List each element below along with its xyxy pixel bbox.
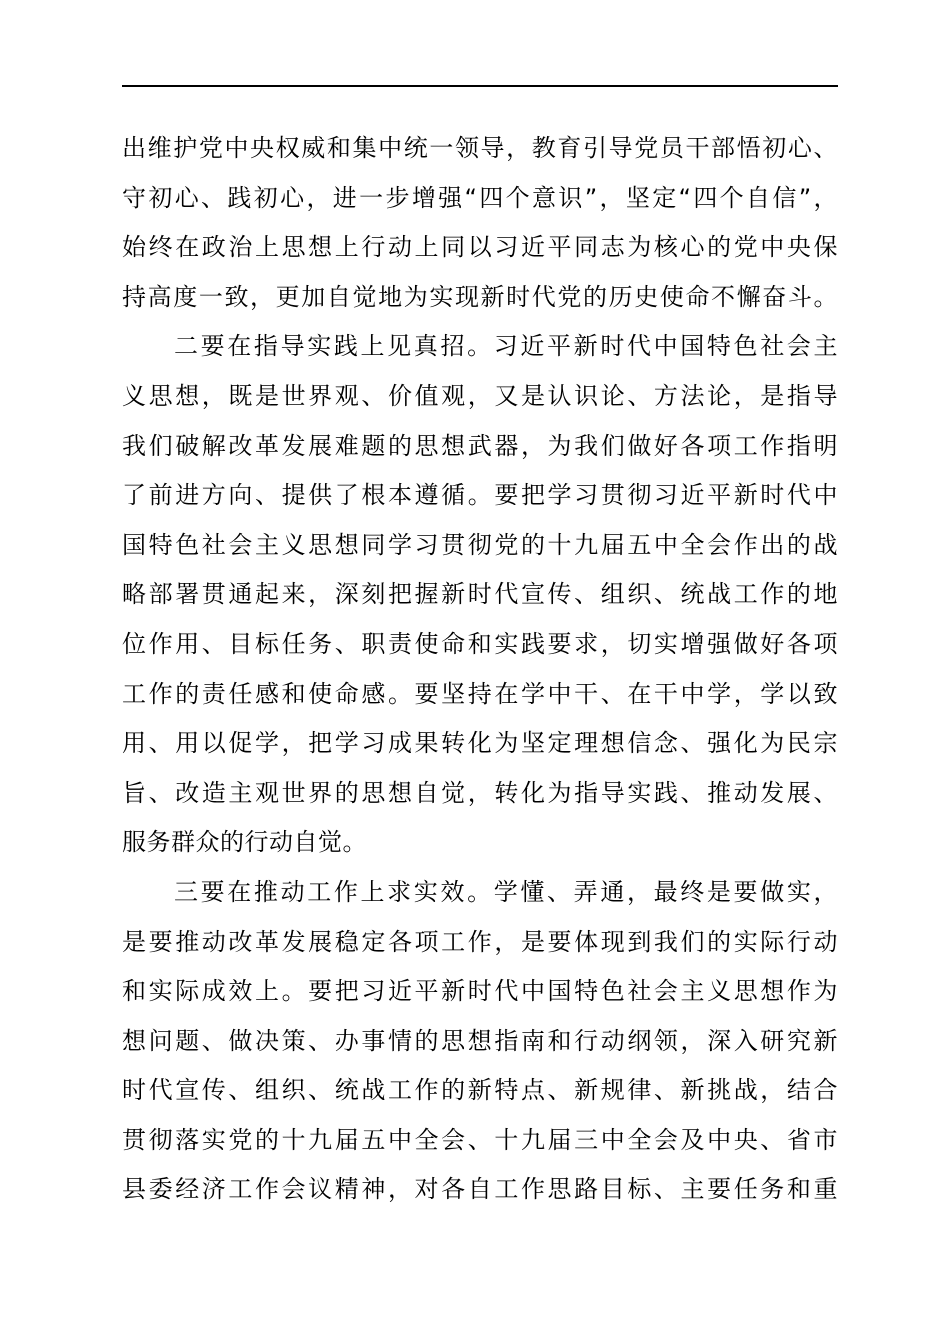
text-line: 是要推动改革发展稳定各项工作，是要体现到我们的实际行动 [122, 927, 838, 956]
text-line: 位作用、目标任务、职责使命和实践要求，切实增强做好各项 [122, 629, 838, 658]
body-text [122, 124, 838, 1215]
text-line: 时代宣传、组织、统战工作的新特点、新规律、新挑战，结合 [122, 1076, 838, 1105]
text-line: 贯彻落实党的十九届五中全会、十九届三中全会及中央、省市 [122, 1125, 838, 1154]
text-line: 国特色社会主义思想同学习贯彻党的十九届五中全会作出的战 [122, 530, 838, 559]
text-line: 持高度一致，更加自觉地为实现新时代党的历史使命不懈奋斗。 [122, 282, 838, 311]
header-rule [122, 85, 838, 87]
text-line: 和实际成效上。要把习近平新时代中国特色社会主义思想作为 [122, 977, 838, 1006]
paragraph-end-line: 服务群众的行动自觉。 [122, 828, 367, 857]
text-line: 略部署贯通起来，深刻把握新时代宣传、组织、统战工作的地 [122, 580, 838, 609]
paragraph-start-line: 二要在指导实践上见真招。习近平新时代中国特色社会主 [174, 332, 838, 361]
text-line: 用、用以促学，把学习成果转化为坚定理想信念、强化为民宗 [122, 729, 838, 758]
text-line: 工作的责任感和使命感。要坚持在学中干、在干中学，学以致 [122, 679, 838, 708]
text-line: 义思想，既是世界观、价值观，又是认识论、方法论，是指导 [122, 381, 838, 410]
text-line: 始终在政治上思想上行动上同以习近平同志为核心的党中央保 [122, 233, 838, 262]
text-line: 守初心、践初心，进一步增强“四个意识”，坚定“四个自信”， [122, 183, 838, 212]
paragraph-start-line: 三要在推动工作上求实效。学懂、弄通，最终是要做实， [174, 877, 838, 906]
text-line: 县委经济工作会议精神，对各自工作思路目标、主要任务和重 [122, 1175, 838, 1204]
text-line: 出维护党中央权威和集中统一领导，教育引导党员干部悟初心、 [122, 134, 838, 162]
text-line: 了前进方向、提供了根本遵循。要把学习贯彻习近平新时代中 [122, 481, 838, 510]
text-line: 我们破解改革发展难题的思想武器，为我们做好各项工作指明 [122, 431, 838, 460]
text-line: 旨、改造主观世界的思想自觉，转化为指导实践、推动发展、 [122, 778, 838, 807]
text-line: 想问题、做决策、办事情的思想指南和行动纲领，深入研究新 [122, 1026, 838, 1055]
